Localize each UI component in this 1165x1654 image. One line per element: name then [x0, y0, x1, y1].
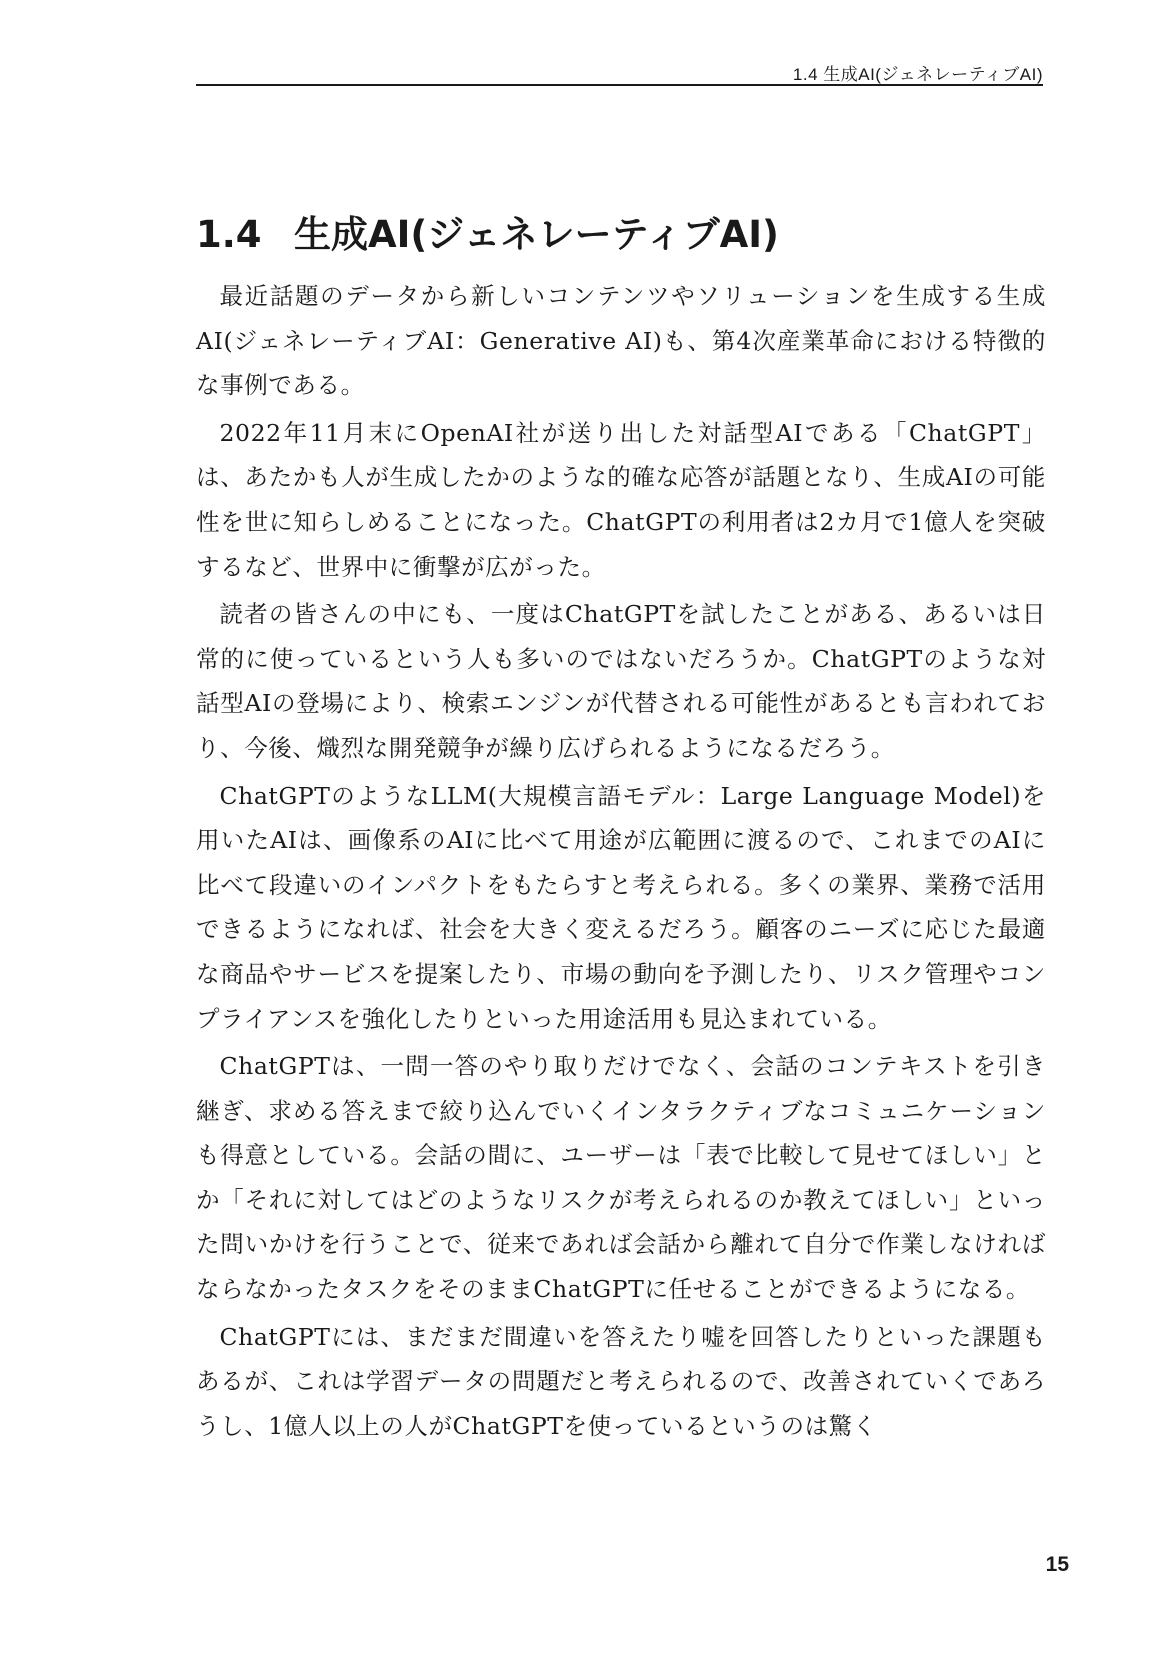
- page-number: 15: [1045, 1553, 1069, 1576]
- section-number: 1.4: [196, 212, 262, 256]
- paragraph: ChatGPTには、まだまだ間違いを答えたり嘘を回答したりといった課題もあるが、これは学習データの問題だと考えられるので、改善されていくであろうし、1億人以上の人がChatGPTを使っているというのは驚く: [196, 1322, 1046, 1440]
- section-heading: [196, 207, 1043, 263]
- running-head: [196, 56, 1043, 86]
- paragraph: 読者の皆さんの中にも、一度はChatGPTを試したことがある、あるいは日常的に使っているという人も多いのではないだろうか。ChatGPTのような対話型AIの登場により、検索エンジンが代替される可能性があるとも言われており、今後、熾烈な開発競争が繰り広げられるようになるだろう。: [196, 600, 1046, 762]
- paragraph: ChatGPTのようなLLM(大規模言語モデル：Large Language Model)を用いたAIは、画像系のAIに比べて用途が広範囲に渡るので、これまでのAIに比べて段違いのインパクトをもたらすと考えられる。多くの業界、業務で活用できるようになれば、社会を大きく変えるだろう。顧客のニーズに応じた最適な商品やサービスを提案したり、市場の動向を予測したり、リスク管理やコンプライアンスを強化したりといった用途活用も見込まれている。: [196, 781, 1046, 1033]
- paragraph: 2022年11月末にOpenAI社が送り出した対話型AIである「ChatGPT」は、あたかも人が生成したかのような的確な応答が話題となり、生成AIの可能性を世に知らしめることになった。ChatGPTの利用者は2カ月で1億人を突破するなど、世界中に衝撃が広がった。: [196, 418, 1046, 581]
- paragraph: ChatGPTは、一問一答のやり取りだけでなく、会話のコンテキストを引き継ぎ、求める答えまで絞り込んでいくインタラクティブなコミュニケーションも得意としている。会話の間に、ユーザーは「表で比較して見せてほしい」とか「それに対してはどのようなリスクが考えられるのか教えてほしい」といった問いかけを行うことで、従来であれば会話から離れて自分で作業しなければならなかったタスクをそのままChatGPTに任せることができるようになる。: [196, 1052, 1046, 1304]
- section-title: 生成AI(ジェネレーティブAI): [294, 212, 779, 256]
- body-text: [196, 274, 1046, 1451]
- running-head-text: 1.4 生成AI(ジェネレーティブAI): [792, 65, 1043, 84]
- paragraph: 最近話題のデータから新しいコンテンツやソリューションを生成する生成AI(ジェネレーティブAI：Generative AI)も、第4次産業革命における特徴的な事例である。: [196, 282, 1046, 400]
